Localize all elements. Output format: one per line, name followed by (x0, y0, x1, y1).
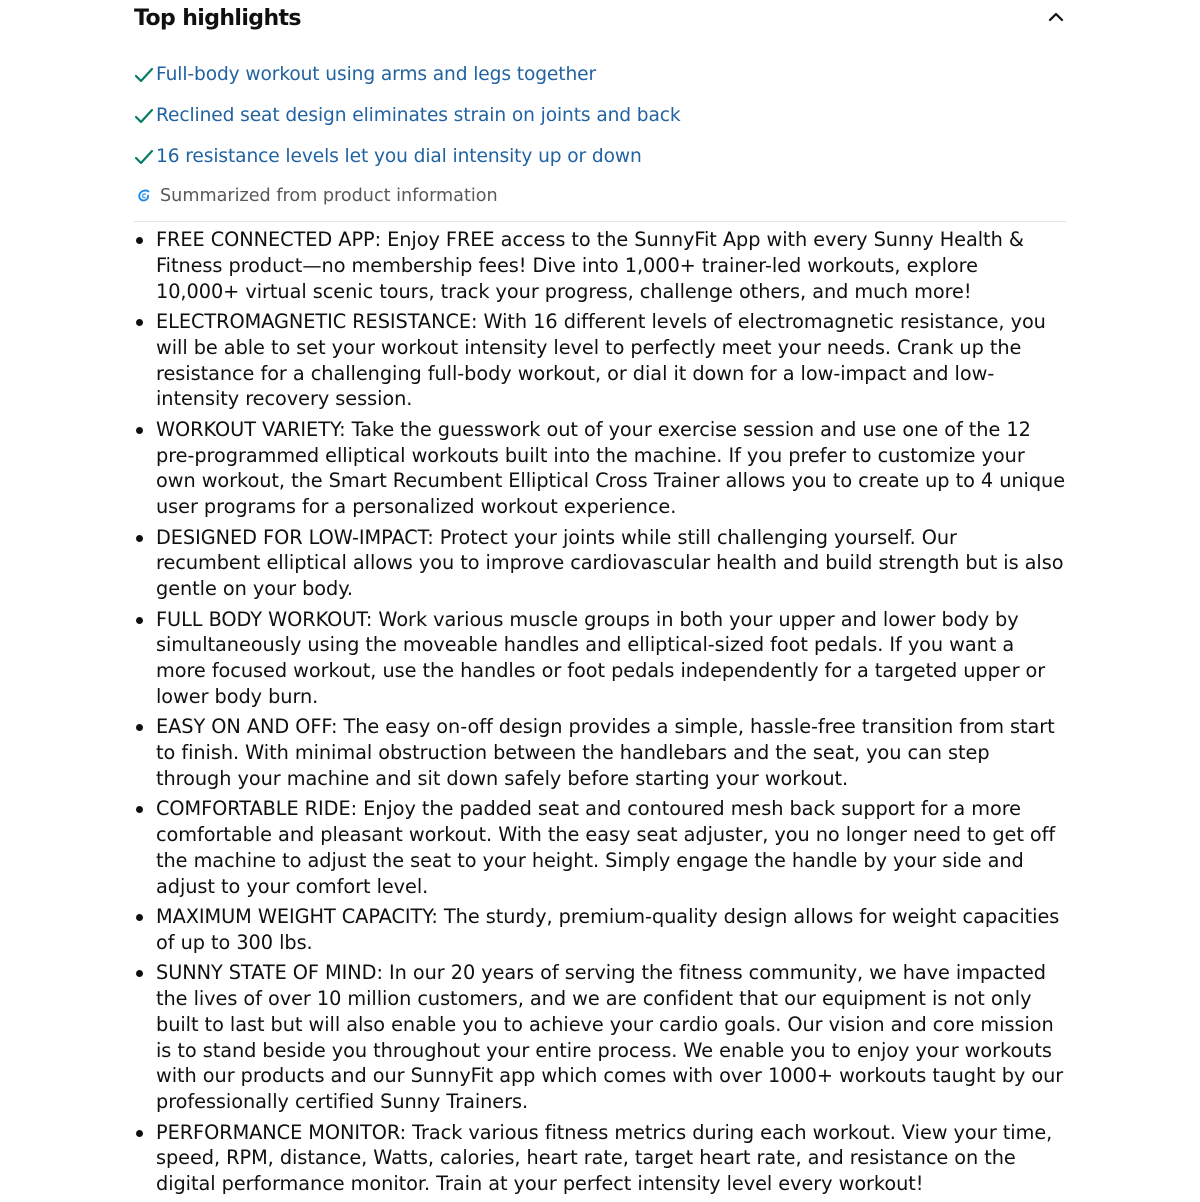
bullet-text: FREE CONNECTED APP: Enjoy FREE access to the SunnyFit App with every Sunny Health & Fitness product—no membership fees! Dive into 1,000+ trainer-led workouts, explore 10,000+ virtual scenic tours, track your progress, challenge others, and much more! (156, 228, 1024, 303)
bullet-text: PERFORMANCE MONITOR: Track various fitness metrics during each workout. View your time, speed, RPM, distance, Watts, calories, heart rate, target heart rate, and resistance on the digital performance monitor. Train at your perfect intensity level every workout! (156, 1120, 1053, 1196)
bullet-text: WORKOUT VARIETY: Take the guesswork out of your exercise session and use one of the 12 pre-programmed elliptical workouts built into the machine. If you prefer to customize your own workout, the Smart Recumbent Elliptical Cross Trainer allows you to create up to 4 unique user programs for a personalized workout experience. (156, 417, 1066, 519)
feature-bullets (134, 227, 1066, 1197)
bullet-text: ELECTROMAGNETIC RESISTANCE: With 16 different levels of electromagnetic resistance, you will be able to set your workout intensity level to perfectly meet your needs. Crank up the resistance for a challenging full-body workout, or dial it down for a low-impact and low-intensity recovery session. (156, 309, 1046, 411)
list-item (134, 227, 1066, 304)
bullet-text: DESIGNED FOR LOW-IMPACT: Protect your joints while still challenging yourself. Our recumbent elliptical allows you to improve cardiovascular health and build strength but is also gentle on your body. (156, 525, 1064, 601)
list-item (134, 309, 1066, 412)
highlights-list (134, 54, 1066, 177)
bullet-dot (136, 617, 143, 624)
list-item (134, 714, 1066, 791)
highlight-item (134, 95, 1066, 136)
check-icon (134, 147, 154, 167)
ai-sparkle-icon (136, 188, 152, 204)
check-icon (134, 106, 154, 126)
list-item (134, 960, 1066, 1115)
highlight-text: Reclined seat design eliminates strain on joints and back (156, 105, 681, 126)
bullet-dot (136, 970, 143, 977)
divider (134, 221, 1066, 222)
bullet-text: COMFORTABLE RIDE: Enjoy the padded seat and contoured mesh back support for a more comfortable and pleasant workout. With the easy seat adjuster, you no longer need to get off the machine to adjust the seat to your height. Simply engage the handle by your side and adjust to your comfort level. (156, 797, 1056, 898)
bullet-text: SUNNY STATE OF MIND: In our 20 years of serving the fitness community, we have impacted the lives of over 10 million customers, and we are confident that our equipment is not only built to last but will also enable you to achieve your cardio goals. Our vision and core mission is to stand beside you throughout your entire process. We enable you to enjoy your workouts with our products and our SunnyFit app which comes with over 1000+ workouts taught by our professionally certified Sunny Trainers. (156, 961, 1064, 1114)
section-title: Top highlights (134, 6, 301, 31)
highlight-item (134, 54, 1066, 95)
bullet-dot (136, 237, 143, 244)
highlight-text: 16 resistance levels let you dial intensity up or down (156, 146, 642, 167)
section-header[interactable] (134, 0, 1066, 42)
chevron-up-icon[interactable] (1046, 7, 1066, 27)
bullet-dot (136, 914, 143, 921)
top-highlights-section (134, 0, 1066, 1202)
summary-text: Summarized from product information (160, 186, 498, 206)
highlight-item (134, 136, 1066, 177)
bullet-text: EASY ON AND OFF: The easy on-off design provides a simple, hassle-free transition from start to finish. With minimal obstruction between the handlebars and the seat, you can step through your machine and sit down safely before starting your workout. (156, 715, 1055, 790)
list-item (134, 417, 1066, 520)
bullet-dot (136, 806, 143, 813)
list-item (134, 1120, 1066, 1197)
bullet-dot (136, 724, 143, 731)
list-item (134, 607, 1066, 710)
bullet-dot (136, 319, 143, 326)
bullet-dot (136, 427, 143, 434)
list-item (134, 525, 1066, 602)
list-item (134, 796, 1066, 899)
summary-note (134, 177, 1066, 215)
bullet-dot (136, 1130, 143, 1137)
list-item (134, 904, 1066, 956)
check-icon (134, 65, 154, 85)
bullet-dot (136, 535, 143, 542)
bullet-text: FULL BODY WORKOUT: Work various muscle groups in both your upper and lower body by simultaneously using the moveable handles and elliptical-sized foot pedals. If you want a more focused workout, use the handles or foot pedals independently for a targeted upper or lower body burn. (156, 607, 1046, 708)
bullet-text: MAXIMUM WEIGHT CAPACITY: The sturdy, premium-quality design allows for weight capacities of up to 300 lbs. (156, 905, 1060, 954)
highlight-text: Full-body workout using arms and legs together (156, 64, 597, 85)
